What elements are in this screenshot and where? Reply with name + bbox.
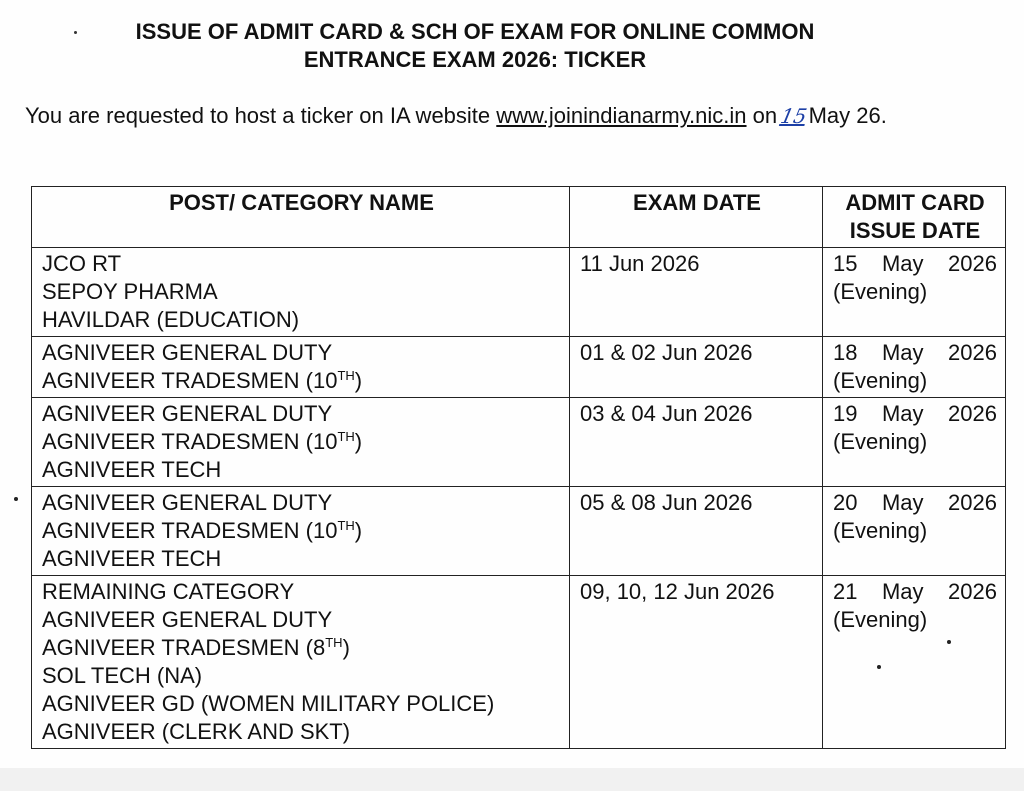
title-line-1: ISSUE OF ADMIT CARD & SCH OF EXAM FOR ONLINE COMMON	[135, 19, 815, 44]
post-category-cell	[32, 337, 570, 398]
admit-card-time-note: (Evening)	[833, 279, 928, 304]
table-row	[32, 248, 1006, 337]
post-name-text: AGNIVEER TRADESMEN (10	[42, 518, 338, 543]
post-name-text: AGNIVEER TRADESMEN (8	[42, 635, 326, 660]
post-name-text: AGNIVEER TECH	[42, 546, 222, 571]
post-name	[42, 489, 561, 517]
post-name	[42, 634, 561, 662]
scan-speck	[14, 497, 18, 501]
exam-date-cell	[570, 398, 823, 487]
header-admit-card-date	[823, 187, 1006, 248]
scan-speck	[877, 665, 881, 669]
post-name-text: REMAINING CATEGORY	[42, 579, 295, 604]
admit-card-time-note: (Evening)	[833, 368, 928, 393]
ordinal-superscript: TH	[325, 635, 343, 650]
admit-card-date: 15 May 2026	[833, 251, 997, 276]
post-name-text: AGNIVEER GENERAL DUTY	[42, 401, 333, 426]
admit-card-date-cell	[823, 576, 1006, 749]
admit-card-date-cell	[823, 337, 1006, 398]
post-name-text: AGNIVEER TRADESMEN (10	[42, 368, 338, 393]
post-name	[42, 306, 561, 334]
closing-paren: )	[354, 518, 363, 543]
request-suffix: May 26.	[808, 103, 887, 128]
admit-card-date: 19 May 2026	[833, 401, 997, 426]
request-paragraph	[25, 102, 887, 130]
admit-card-time-note: (Evening)	[833, 429, 928, 454]
post-name-text: AGNIVEER GD (WOMEN MILITARY POLICE)	[42, 691, 495, 716]
request-prefix: You are requested to host a ticker on IA website	[25, 103, 491, 128]
header-post-category: POST/ CATEGORY NAME	[32, 187, 570, 248]
post-name	[42, 456, 561, 484]
post-name-text: AGNIVEER GENERAL DUTY	[42, 607, 333, 632]
post-category-cell	[32, 576, 570, 749]
post-name-text: AGNIVEER GENERAL DUTY	[42, 340, 333, 365]
closing-paren: )	[354, 429, 363, 454]
post-name	[42, 428, 561, 456]
table-row	[32, 576, 1006, 749]
page-bottom-strip	[0, 768, 1024, 791]
admit-card-date-cell	[823, 398, 1006, 487]
post-name	[42, 578, 561, 606]
post-name	[42, 517, 561, 545]
exam-date: 11 Jun 2026	[580, 251, 700, 276]
admit-card-time-note: (Evening)	[833, 518, 928, 543]
ordinal-superscript: TH	[337, 429, 355, 444]
post-name-text: AGNIVEER TECH	[42, 457, 222, 482]
ordinal-superscript: TH	[337, 368, 355, 383]
admit-card-time-note: (Evening)	[833, 607, 928, 632]
exam-schedule-table	[31, 186, 1006, 749]
table-row	[32, 398, 1006, 487]
post-category-cell	[32, 487, 570, 576]
post-name-text: AGNIVEER TRADESMEN (10	[42, 429, 338, 454]
post-name	[42, 400, 561, 428]
exam-date: 09, 10, 12 Jun 2026	[580, 579, 775, 604]
table-row	[32, 337, 1006, 398]
post-name	[42, 250, 561, 278]
post-name	[42, 662, 561, 690]
exam-date: 05 & 08 Jun 2026	[580, 490, 753, 515]
post-name	[42, 367, 561, 395]
document-title	[60, 18, 890, 74]
table-body	[32, 248, 1006, 749]
table-header-row	[32, 187, 1006, 248]
closing-paren: )	[354, 368, 363, 393]
request-on: on	[752, 103, 778, 128]
post-name	[42, 278, 561, 306]
admit-card-date-cell	[823, 248, 1006, 337]
post-name-text: SOL TECH (NA)	[42, 663, 203, 688]
title-line-2: ENTRANCE EXAM 2026: TICKER	[303, 47, 647, 72]
exam-date-cell	[570, 248, 823, 337]
post-category-cell	[32, 398, 570, 487]
post-name-text: JCO RT	[42, 251, 122, 276]
ordinal-superscript: TH	[337, 518, 355, 533]
website-link[interactable]: www.joinindianarmy.nic.in	[496, 103, 747, 128]
header-admit-line-1: ADMIT CARD	[845, 190, 985, 215]
post-name	[42, 339, 561, 367]
post-name-text: AGNIVEER (CLERK AND SKT)	[42, 719, 351, 744]
handwritten-day: 15	[778, 104, 810, 128]
post-name	[42, 718, 561, 746]
closing-paren: )	[342, 635, 350, 660]
post-category-cell	[32, 248, 570, 337]
exam-date: 01 & 02 Jun 2026	[580, 340, 753, 365]
post-name-text: AGNIVEER GENERAL DUTY	[42, 490, 333, 515]
scan-speck	[947, 640, 951, 644]
admit-card-date-cell	[823, 487, 1006, 576]
exam-date-cell	[570, 337, 823, 398]
post-name	[42, 545, 561, 573]
table-row	[32, 487, 1006, 576]
exam-date-cell	[570, 487, 823, 576]
exam-date-cell	[570, 576, 823, 749]
admit-card-date: 18 May 2026	[833, 340, 997, 365]
post-name-text: HAVILDAR (EDUCATION)	[42, 307, 300, 332]
post-name	[42, 690, 561, 718]
admit-card-date: 21 May 2026	[833, 579, 997, 604]
header-admit-line-2: ISSUE DATE	[849, 218, 981, 243]
header-exam-date: EXAM DATE	[570, 187, 823, 248]
exam-date: 03 & 04 Jun 2026	[580, 401, 753, 426]
admit-card-date: 20 May 2026	[833, 490, 997, 515]
post-name	[42, 606, 561, 634]
post-name-text: SEPOY PHARMA	[42, 279, 218, 304]
